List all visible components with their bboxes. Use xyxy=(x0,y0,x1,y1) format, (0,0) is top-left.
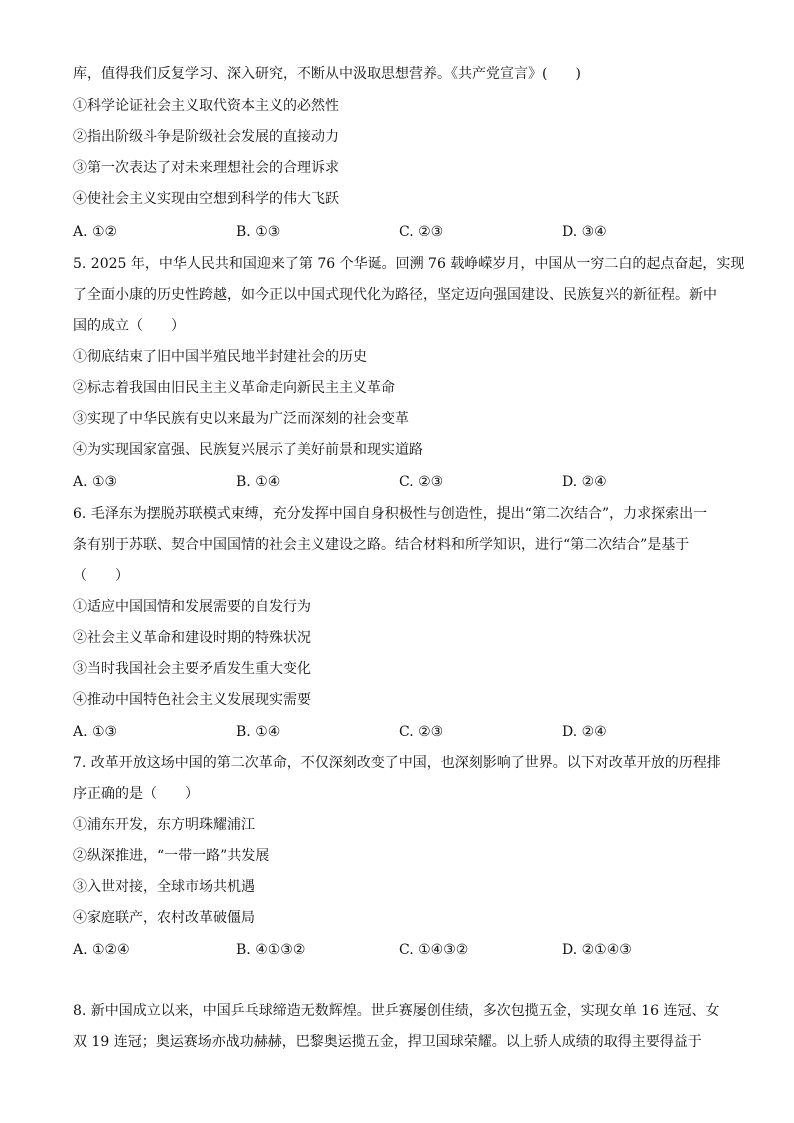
q4-option-4: ④使社会主义实现由空想到科学的伟大飞跃 xyxy=(73,191,339,207)
q7-choices xyxy=(73,940,723,960)
q7-choice-b: B. ④①③② xyxy=(236,942,306,958)
q6-option-1: ①适应中国国情和发展需要的自发行为 xyxy=(73,599,311,615)
q7-option-2: ②纵深推进，“一带一路”共发展 xyxy=(73,848,270,864)
q7-choice-a: A. ①②④ xyxy=(73,942,130,958)
q4-stem-line-1: 库，值得我们反复学习、深入研究，不断从中汲取思想营养。《共产党宣言》( ) xyxy=(73,66,581,82)
q7-choice-d: D. ②①④③ xyxy=(562,942,632,958)
q7-option-1: ①浦东开发，东方明珠耀浦江 xyxy=(73,817,255,833)
q4-option-3: ③第一次表达了对未来理想社会的合理诉求 xyxy=(73,160,339,176)
q7-option-4: ④家庭联产，农村改革破僵局 xyxy=(73,910,255,926)
q4-choice-b: B. ①③ xyxy=(236,224,281,240)
q6-choice-b: B. ①④ xyxy=(236,724,281,740)
q6-choices xyxy=(73,722,723,742)
q5-choice-d: D. ②④ xyxy=(562,474,607,490)
q6-option-2: ②社会主义革命和建设时期的特殊状况 xyxy=(73,630,311,646)
q5-choice-b: B. ①④ xyxy=(236,474,281,490)
q5-choice-a: A. ①③ xyxy=(73,474,118,490)
q5-option-1: ①彻底结束了旧中国半殖民地半封建社会的历史 xyxy=(73,349,367,365)
q7-choice-c: C. ①④③② xyxy=(399,942,469,958)
q6-choice-a: A. ①③ xyxy=(73,724,118,740)
q6-stem-line-1: 6. 毛泽东为摆脱苏联模式束缚，充分发挥中国自身积极性与创造性，提出“第二次结合”，力求探索出一 xyxy=(73,506,708,522)
q6-option-3: ③当时我国社会主要矛盾发生重大变化 xyxy=(73,661,311,677)
q6-choice-d: D. ②④ xyxy=(562,724,607,740)
q4-option-1: ①科学论证社会主义取代资本主义的必然性 xyxy=(73,98,339,114)
q4-option-2: ②指出阶级斗争是阶级社会发展的直接动力 xyxy=(73,129,339,145)
q6-choice-c: C. ②③ xyxy=(399,724,444,740)
q8-stem-line-2: 双 19 连冠；奥运赛场亦战功赫赫，巴黎奥运揽五金，捍卫国球荣耀。以上骄人成绩的取得主要得益于 xyxy=(73,1034,702,1050)
q4-choice-c: C. ②③ xyxy=(399,224,444,240)
q5-option-2: ②标志着我国由旧民主主义革命走向新民主主义革命 xyxy=(73,380,395,396)
q6-option-4: ④推动中国特色社会主义发展现实需要 xyxy=(73,692,311,708)
q5-stem-line-2: 了全面小康的历史性跨越，如今正以中国式现代化为路径，坚定迈向强国建设、民族复兴的新征程。新中 xyxy=(73,287,717,303)
q7-option-3: ③入世对接，全球市场共机遇 xyxy=(73,879,255,895)
q4-choice-d: D. ③④ xyxy=(562,224,607,240)
q6-stem-line-3: （ ） xyxy=(73,568,129,584)
q5-stem-line-3: 国的成立（ ） xyxy=(73,318,185,334)
q4-choices xyxy=(73,222,723,242)
q4-choice-a: A. ①② xyxy=(73,224,118,240)
q7-stem-line-2: 序正确的是（ ） xyxy=(73,786,199,802)
q5-choices xyxy=(73,472,723,492)
q6-stem-line-2: 条有别于苏联、契合中国国情的社会主义建设之路。结合材料和所学知识，进行“第二次结合”是基于 xyxy=(73,537,690,553)
q5-choice-c: C. ②③ xyxy=(399,474,444,490)
q8-stem-line-1: 8. 新中国成立以来，中国乒乓球缔造无数辉煌。世乒赛屡创佳绩，多次包揽五金，实现女单 16 连冠、女 xyxy=(73,1003,720,1019)
q7-stem-line-1: 7. 改革开放这场中国的第二次革命，不仅深刻改变了中国，也深刻影响了世界。以下对改革开放的历程排 xyxy=(73,755,721,771)
q5-option-4: ④为实现国家富强、民族复兴展示了美好前景和现实道路 xyxy=(73,442,423,458)
q5-option-3: ③实现了中华民族有史以来最为广泛而深刻的社会变革 xyxy=(73,411,409,427)
q5-stem-line-1: 5. 2025 年，中华人民共和国迎来了第 76 个华诞。回溯 76 载峥嵘岁月，中国从一穷二白的起点奋起，实现 xyxy=(73,256,745,272)
